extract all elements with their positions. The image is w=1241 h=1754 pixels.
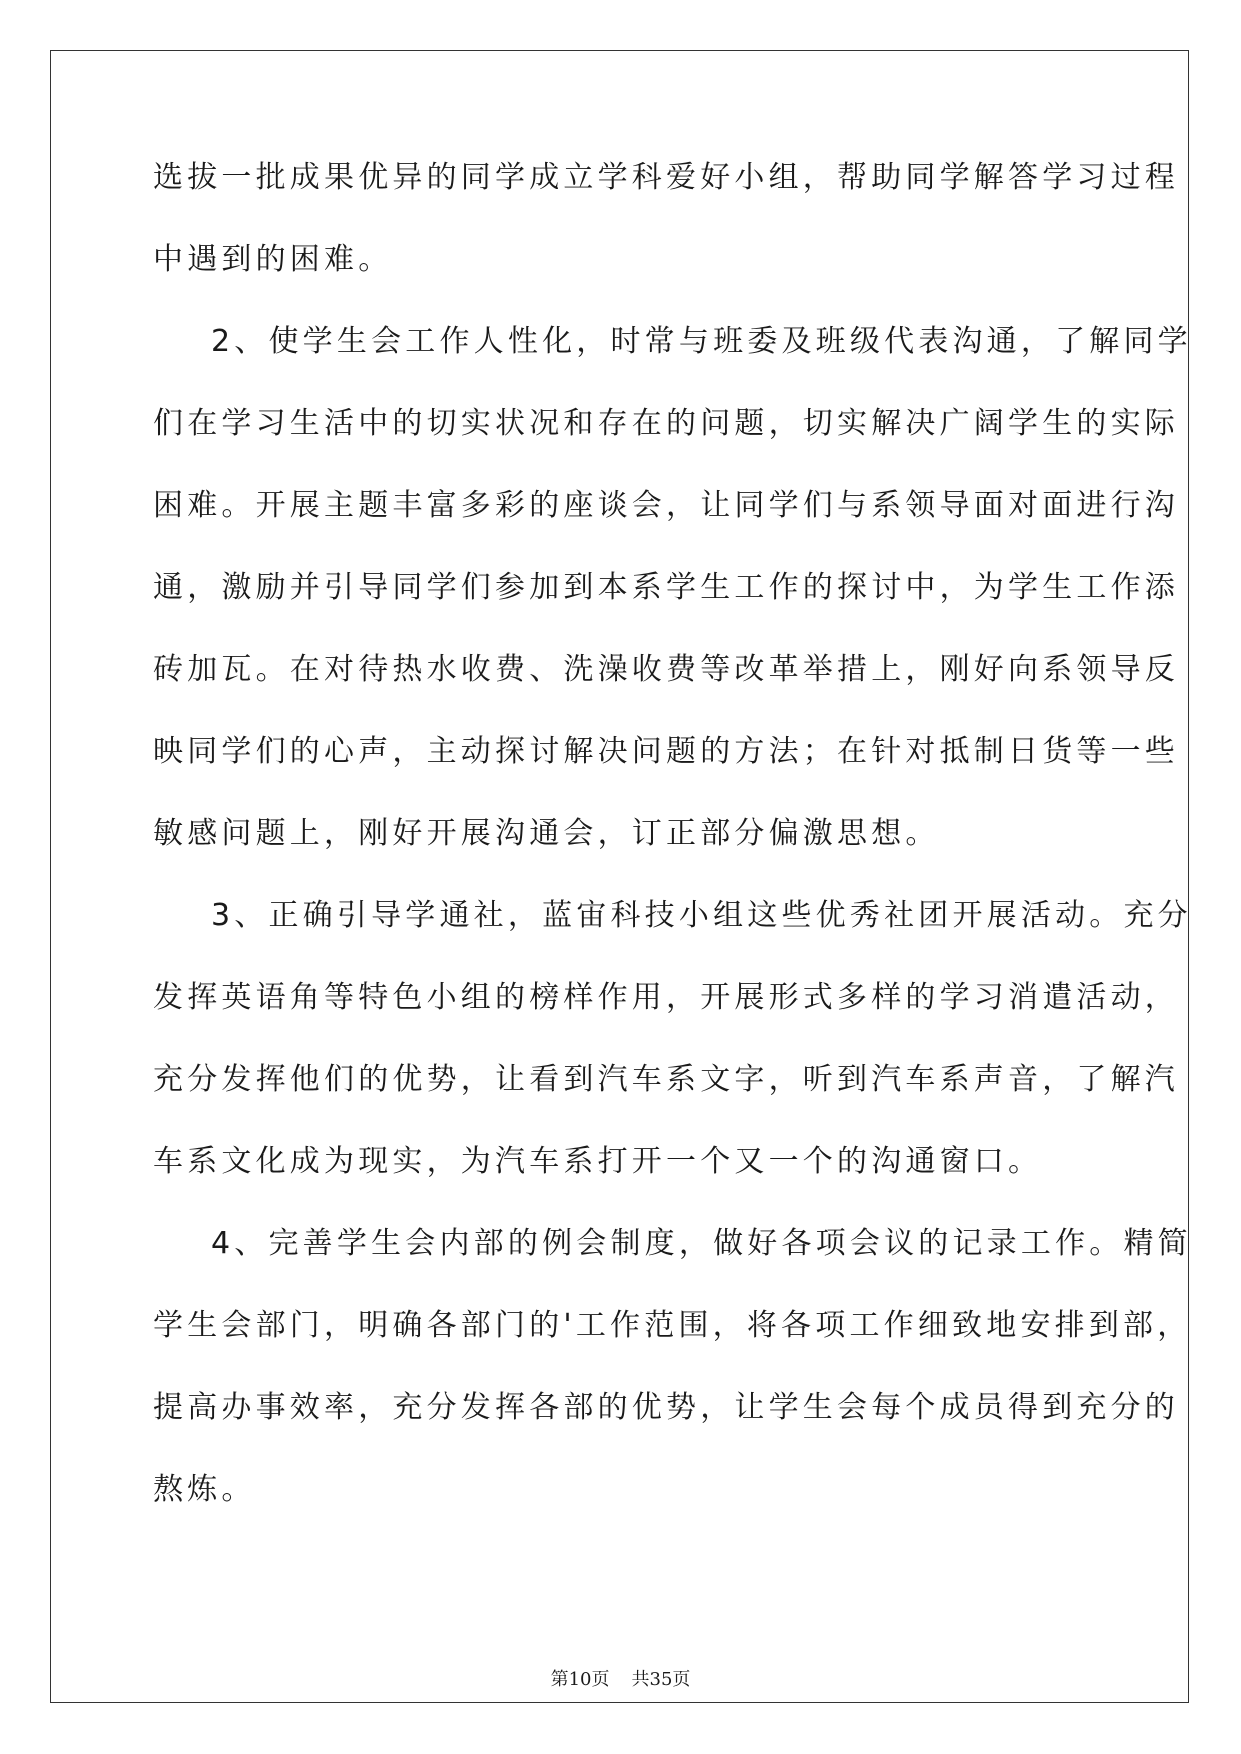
text-line: 通，激励并引导同学们参加到本系学生工作的探讨中，为学生工作添: [153, 570, 1179, 605]
text-line: 4、完善学生会内部的例会制度，做好各项会议的记录工作。精简: [211, 1226, 1192, 1261]
text-line: 车系文化成为现实，为汽车系打开一个又一个的沟通窗口。: [153, 1144, 1043, 1179]
text-line: 学生会部门，明确各部门的'工作范围，将各项工作细致地安排到部，: [153, 1308, 1192, 1343]
page-total: 共35页: [631, 1669, 691, 1690]
text-line: 选拔一批成果优异的同学成立学科爱好小组，帮助同学解答学习过程: [153, 160, 1179, 195]
document-body: [153, 160, 1192, 1554]
text-line: 们在学习生活中的切实状况和存在的问题，切实解决广阔学生的实际: [153, 406, 1179, 441]
text-line: 2、使学生会工作人性化，时常与班委及班级代表沟通，了解同学: [211, 324, 1192, 359]
page-number: 第10页: [550, 1669, 610, 1690]
text-line: 充分发挥他们的优势，让看到汽车系文字，听到汽车系声音，了解汽: [153, 1062, 1179, 1097]
text-line: 敏感问题上，刚好开展沟通会，订正部分偏激思想。: [153, 816, 940, 851]
text-line: 3、正确引导学通社，蓝宙科技小组这些优秀社团开展活动。充分: [211, 898, 1192, 933]
text-line: 映同学们的心声，主动探讨解决问题的方法；在针对抵制日货等一些: [153, 734, 1179, 769]
text-line: 提高办事效率，充分发挥各部的优势，让学生会每个成员得到充分的: [153, 1390, 1179, 1425]
page-footer: [0, 1668, 1241, 1692]
text-line: 砖加瓦。在对待热水收费、洗澡收费等改革举措上，刚好向系领导反: [153, 652, 1179, 687]
text-line: 发挥英语角等特色小组的榜样作用，开展形式多样的学习消遣活动，: [153, 980, 1179, 1015]
text-line: 熬炼。: [153, 1472, 256, 1507]
text-line: 中遇到的困难。: [153, 242, 393, 277]
text-line: 困难。开展主题丰富多彩的座谈会，让同学们与系领导面对面进行沟: [153, 488, 1179, 523]
